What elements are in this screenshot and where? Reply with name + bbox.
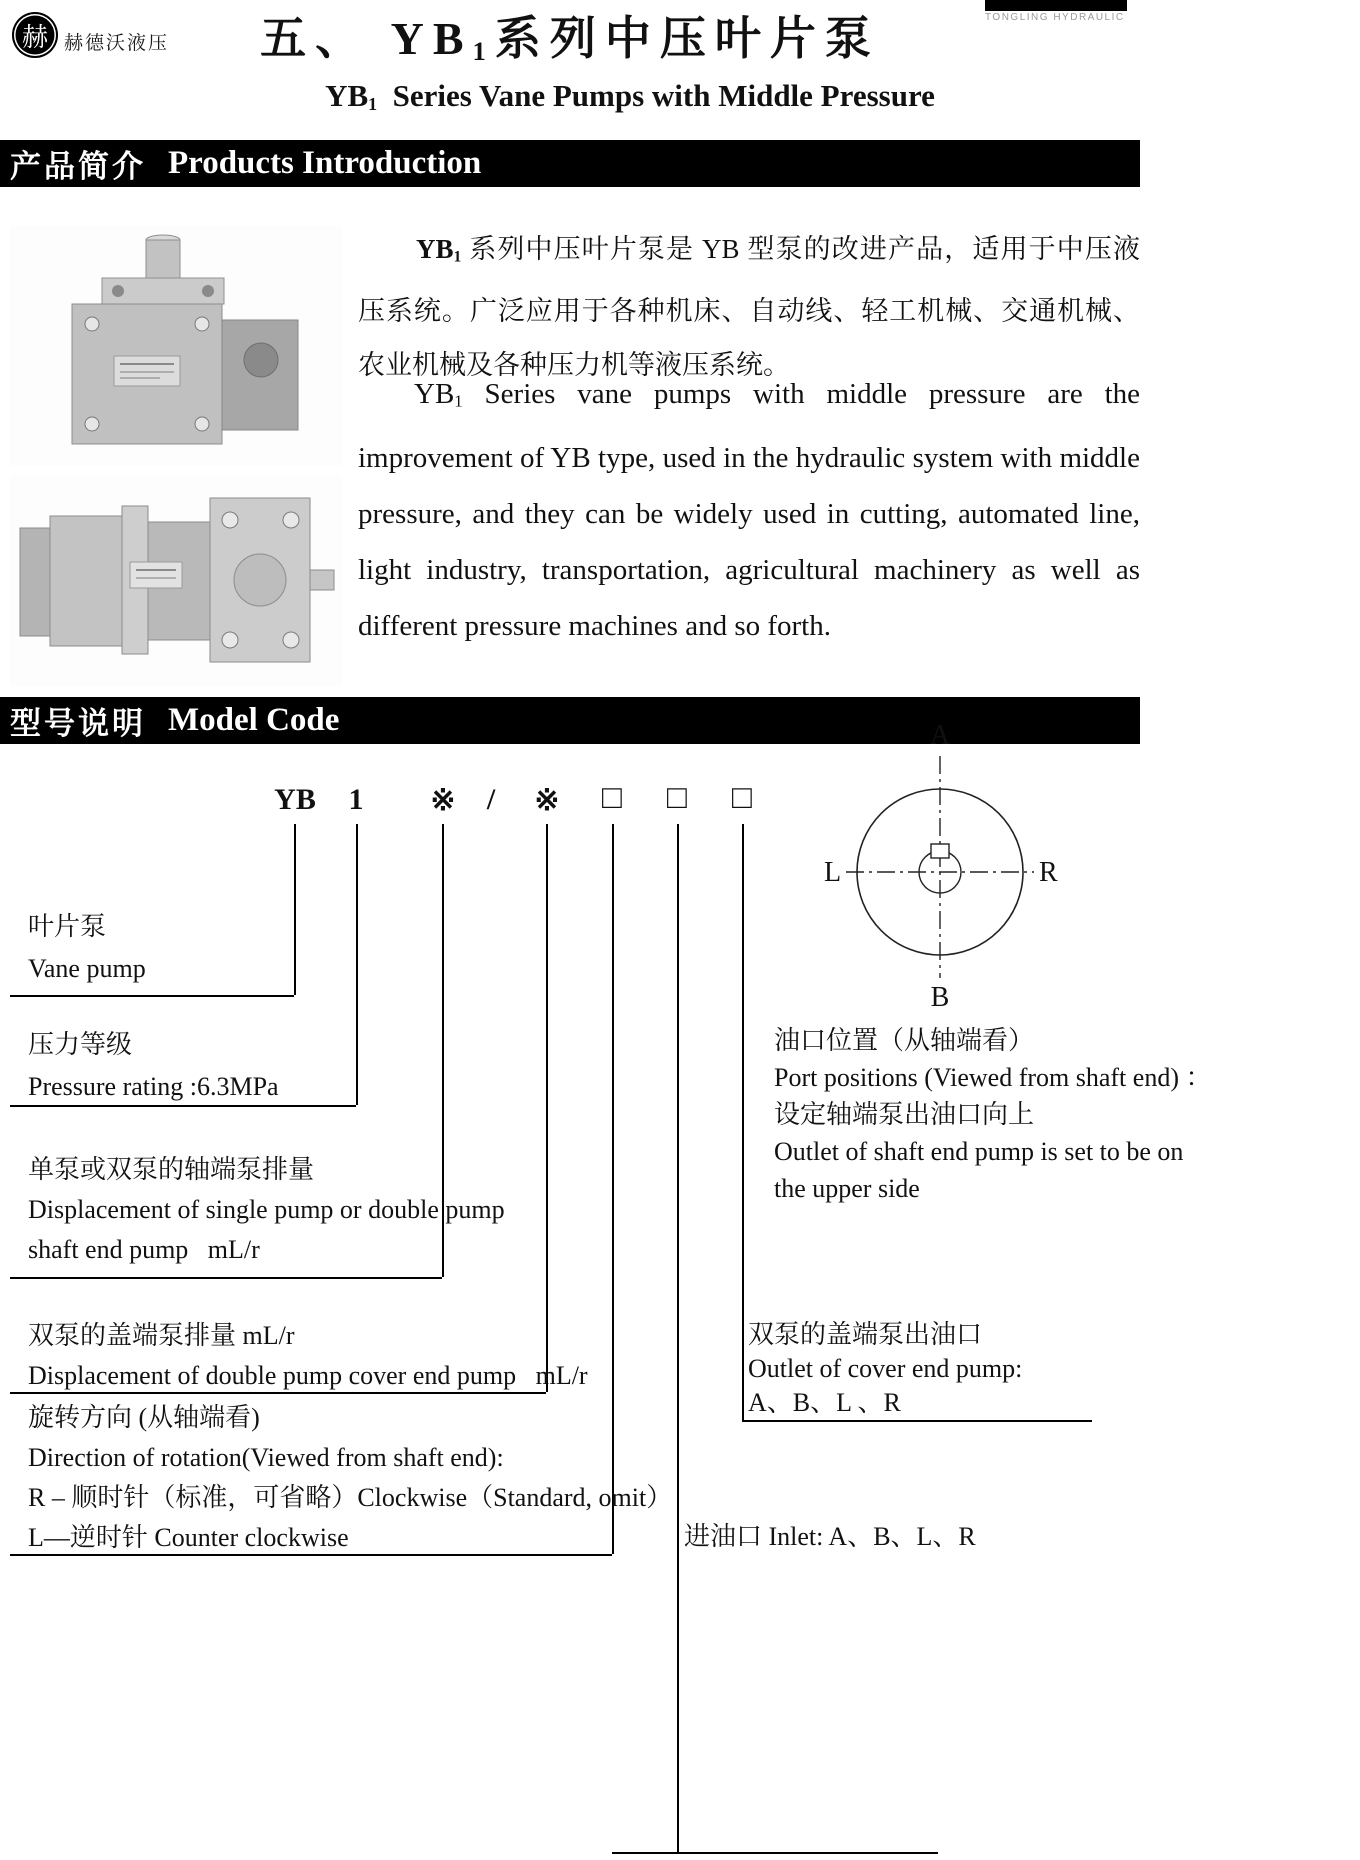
connector-line-inlet <box>677 824 679 1852</box>
intro-en-model-pre: YB <box>414 378 455 410</box>
intro-paragraph-en <box>358 366 1140 654</box>
corner-logo <box>985 0 1127 23</box>
label-ports-en2: Outlet of shaft end pump is set to be on <box>774 1137 1184 1166</box>
label-ports-cn2: 设定轴端泵出油口向上 <box>774 1100 1035 1129</box>
corner-logo-text: TONGLING HYDRAULIC <box>985 12 1125 23</box>
page-title-pre: 五、 YB <box>260 13 473 64</box>
label-outlet-options: A、B、L 、R <box>748 1388 901 1417</box>
label-disp-cover-en: Displacement of double pump cover end pump mL/r <box>28 1361 588 1390</box>
label-ports-en3: the upper side <box>774 1174 920 1203</box>
label-rotation-en: Direction of rotation(Viewed from shaft end): <box>28 1443 504 1472</box>
connector-line-vane <box>294 824 296 995</box>
intro-cn-text: 系列中压叶片泵是 YB 型泵的改进产品，适用于中压液压系统。广泛应用于各种机床、自动线、轻工机械、交通机械、农业机械及各种压力机等液压系统。 <box>358 234 1140 381</box>
company-name: 赫德沃液压 <box>64 33 170 54</box>
label-pressure-cn: 压力等级 <box>28 1030 133 1059</box>
code-symbol-box3: □ <box>732 780 752 816</box>
intro-cn-model-sub: 1 <box>453 248 462 266</box>
diagram-label-b: B <box>930 982 950 1010</box>
label-rotation-clockwise: R – 顺时针（标准，可省略）Clockwise（Standard, omit） <box>28 1483 673 1512</box>
diagram-label-r: R <box>1039 857 1058 888</box>
connector-line-disp-cover <box>546 824 548 1392</box>
underline-disp-shaft <box>10 1277 442 1279</box>
page-title-subscript: 1 <box>472 35 495 66</box>
label-outlet-cover <box>748 1318 1022 1420</box>
label-rotation-cn: 旋转方向 (从轴端看) <box>28 1403 260 1432</box>
page-subtitle-pre: YB <box>325 78 369 113</box>
diagram-label-l: L <box>824 857 842 888</box>
label-displacement-shaft <box>28 1150 505 1270</box>
corner-logo-bar <box>985 0 1127 11</box>
brand-logo-char: 赫 <box>21 22 48 52</box>
label-disp-shaft-en2: shaft end pump mL/r <box>28 1235 260 1264</box>
code-symbol-star2: ※ <box>534 784 560 817</box>
underline-inlet <box>612 1852 938 1854</box>
label-inlet: 进油口 Inlet: A、B、L、R <box>684 1522 976 1551</box>
brand-logo-icon <box>12 12 58 58</box>
diagram-label-a: A <box>929 720 951 751</box>
underline-vane <box>10 995 294 997</box>
label-disp-shaft-en1: Displacement of single pump or double pump <box>28 1195 505 1224</box>
label-rotation-direction <box>28 1398 672 1558</box>
code-symbol-grade: 1 <box>348 783 364 816</box>
pump-photo-double <box>10 476 342 686</box>
banner-model-cn: 型号说明 <box>10 706 146 741</box>
pump-photo-single <box>10 226 342 466</box>
label-outlet-cn: 双泵的盖端泵出油口 <box>748 1320 983 1349</box>
label-vane-pump-cn: 叶片泵 <box>28 912 107 941</box>
banner-intro-cn: 产品简介 <box>10 149 146 184</box>
label-pressure-rating <box>28 1024 279 1108</box>
intro-en-model-sub: 1 <box>454 391 463 411</box>
label-ports-cn1: 油口位置（从轴端看） <box>774 1026 1035 1055</box>
code-symbol-box1: □ <box>602 780 622 816</box>
label-disp-cover-cn: 双泵的盖端泵排量 mL/r <box>28 1321 295 1350</box>
section-banner-introduction <box>0 140 1140 187</box>
page-title-post: 系列中压叶片泵 <box>494 13 880 64</box>
label-vane-pump <box>28 906 146 990</box>
label-outlet-en: Outlet of cover end pump: <box>748 1354 1023 1383</box>
code-symbol-base: YB <box>274 783 316 816</box>
intro-cn-model-pre: YB <box>416 234 454 264</box>
label-displacement-cover <box>28 1316 588 1396</box>
diagram-key-slot <box>931 844 949 858</box>
underline-outlet <box>742 1420 1092 1422</box>
label-rotation-counterclockwise: L—逆时针 Counter clockwise <box>28 1523 349 1552</box>
code-symbol-star1: ※ <box>430 784 456 817</box>
page-subtitle-post: Series Vane Pumps with Middle Pressure <box>377 78 935 113</box>
banner-model-en: Model Code <box>168 702 340 738</box>
page-subtitle-subscript: 1 <box>368 93 378 114</box>
banner-intro-en: Products Introduction <box>168 145 482 181</box>
page-title <box>130 2 1010 68</box>
label-pressure-en: Pressure rating :6.3MPa <box>28 1072 279 1101</box>
connector-line-pressure <box>356 824 358 1105</box>
page-subtitle <box>130 78 1130 115</box>
code-symbol-box2: □ <box>667 780 687 816</box>
label-port-positions <box>774 1022 1211 1207</box>
label-disp-shaft-cn: 单泵或双泵的轴端泵排量 <box>28 1155 315 1184</box>
label-vane-pump-en: Vane pump <box>28 954 146 983</box>
intro-en-text: Series vane pumps with middle pressure are the improvement of YB type, used in the hydraulic system with middle pressure, and they can be widely used in cutting, automated line, light industry, transportation, agricultural machinery as well as different pressure machines and so forth. <box>358 378 1140 642</box>
port-position-diagram <box>820 714 1060 1010</box>
code-symbol-slash: / <box>486 783 496 816</box>
connector-line-outlet <box>742 824 744 1420</box>
label-ports-en1: Port positions (Viewed from shaft end) ： <box>774 1063 1212 1092</box>
